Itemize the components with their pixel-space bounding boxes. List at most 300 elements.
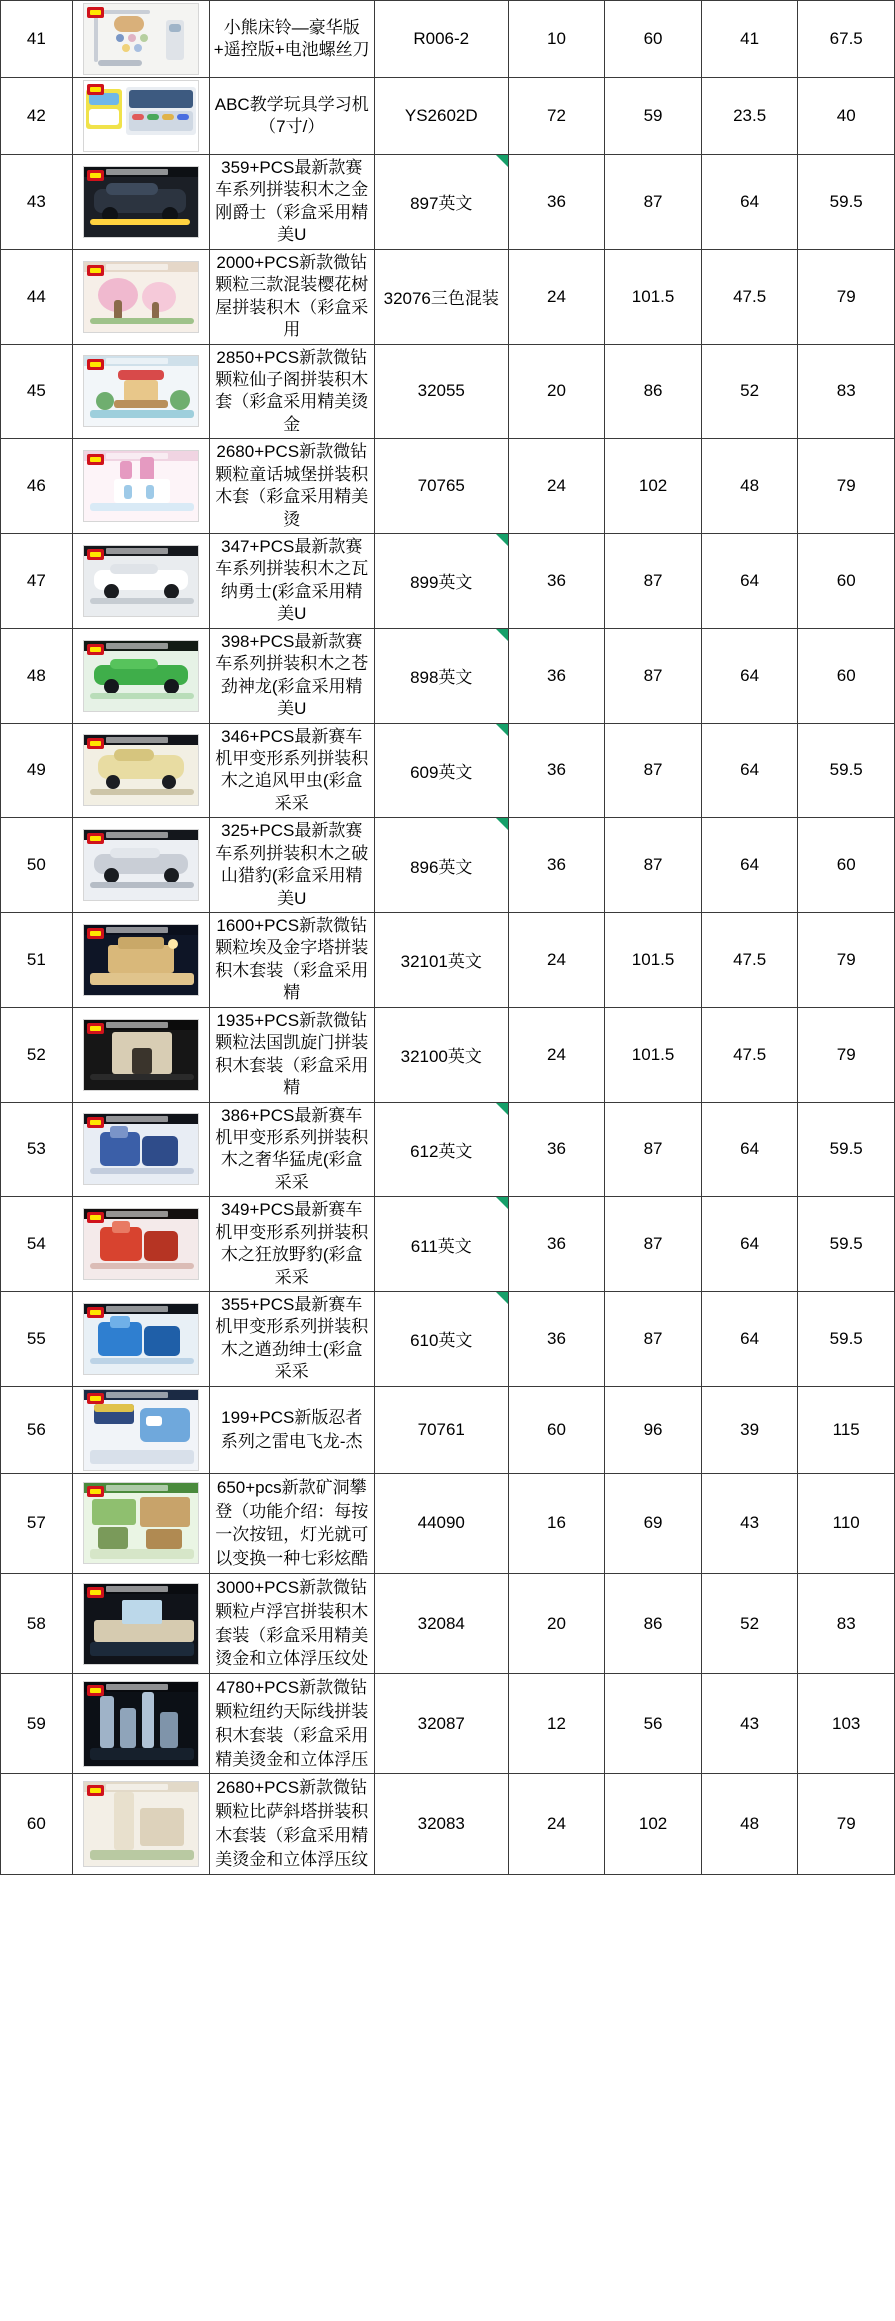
fairy-pavilion-blocks-box-photo — [83, 355, 199, 427]
comment-marker-icon — [496, 818, 508, 830]
carton-height: 40 — [798, 78, 895, 155]
row-index: 49 — [1, 723, 73, 818]
pack-quantity: 24 — [508, 439, 605, 534]
comment-marker-icon — [496, 1292, 508, 1304]
carton-width: 64 — [701, 155, 798, 250]
thumb-shape — [144, 1231, 178, 1261]
egypt-pyramid-blocks-box-photo — [83, 924, 199, 996]
pack-quantity: 24 — [508, 1774, 605, 1874]
thumb-shape — [140, 34, 148, 42]
thumb-shape — [116, 34, 124, 42]
product-name: 386+PCS最新赛车机甲变形系列拼装积木之奢华猛虎(彩盒采采 — [209, 1102, 374, 1197]
product-name: 1600+PCS新款微钻颗粒埃及金字塔拼装积木套装（彩盒采用精 — [209, 913, 374, 1008]
pack-quantity: 24 — [508, 1007, 605, 1102]
product-code: 899英文 — [374, 534, 508, 629]
thumb-shape — [89, 109, 119, 125]
carton-width: 43 — [701, 1674, 798, 1774]
product-name: 2000+PCS新款微钻颗粒三款混装樱花树屋拼装积木（彩盒采用 — [209, 249, 374, 344]
product-name: 3000+PCS新款微钻颗粒卢浮宫拼装积木套装（彩盒采用精美烫金和立体浮压纹处 — [209, 1573, 374, 1673]
thumb-shape — [100, 1696, 114, 1748]
product-image-cell — [72, 1674, 209, 1774]
carton-width: 64 — [701, 723, 798, 818]
comment-marker-icon — [496, 1197, 508, 1209]
thumb-shape — [142, 1136, 178, 1166]
thumb-shape — [122, 44, 130, 52]
thumb-shape — [114, 400, 168, 408]
carton-height: 60 — [798, 534, 895, 629]
product-image-cell — [72, 1386, 209, 1473]
row-index: 56 — [1, 1386, 73, 1473]
carton-height: 103 — [798, 1674, 895, 1774]
thumb-shape — [160, 1712, 178, 1748]
thumb-shape — [140, 1808, 184, 1846]
table-row — [1, 818, 895, 913]
thumb-shape — [146, 485, 154, 499]
brand-logo-icon — [87, 1307, 104, 1318]
product-name: 2680+PCS新款微钻颗粒比萨斜塔拼装积木套装（彩盒采用精美烫金和立体浮压纹 — [209, 1774, 374, 1874]
thumb-shape — [90, 1074, 194, 1080]
table-row — [1, 1, 895, 78]
carton-height: 79 — [798, 1774, 895, 1874]
thumb-shape — [90, 1850, 194, 1860]
brand-logo-icon — [87, 1587, 104, 1598]
product-image-cell — [72, 439, 209, 534]
row-index: 42 — [1, 78, 73, 155]
thumb-shape — [110, 564, 158, 574]
carton-length: 86 — [605, 1573, 702, 1673]
carton-width: 47.5 — [701, 1007, 798, 1102]
baby-crib-mobile-photo — [83, 3, 199, 75]
row-index: 53 — [1, 1102, 73, 1197]
product-image-cell — [72, 155, 209, 250]
mine-climb-blocks-box-photo — [83, 1482, 199, 1564]
table-body — [1, 1, 895, 1875]
cherry-blossom-tree-house-box-photo — [83, 261, 199, 333]
comment-marker-icon — [496, 534, 508, 546]
row-index: 51 — [1, 913, 73, 1008]
thumb-shape — [114, 16, 144, 32]
row-index: 48 — [1, 628, 73, 723]
product-name: 347+PCS最新款赛车系列拼装积木之瓦纳勇士(彩盒采用精美U — [209, 534, 374, 629]
thumb-shape — [164, 584, 179, 599]
product-image-cell — [72, 1197, 209, 1292]
thumb-shape — [146, 1416, 162, 1426]
mecha-tiger-blocks-box-photo — [83, 1113, 199, 1185]
product-name: 346+PCS最新赛车机甲变形系列拼装积木之追风甲虫(彩盒采采 — [209, 723, 374, 818]
pack-quantity: 36 — [508, 628, 605, 723]
pack-quantity: 36 — [508, 818, 605, 913]
table-row — [1, 155, 895, 250]
product-name: 325+PCS最新款赛车系列拼装积木之破山猎豹(彩盒采用精美U — [209, 818, 374, 913]
thumb-shape — [90, 503, 194, 511]
product-code: YS2602D — [374, 78, 508, 155]
thumb-shape — [124, 485, 132, 499]
carton-height: 59.5 — [798, 1102, 895, 1197]
row-index: 59 — [1, 1674, 73, 1774]
brand-logo-icon — [87, 7, 104, 18]
thumb-shape — [120, 1708, 136, 1748]
thumb-shape — [90, 219, 190, 225]
thumb-shape — [108, 945, 174, 973]
table-row — [1, 1007, 895, 1102]
carton-width: 43 — [701, 1473, 798, 1573]
thumb-shape — [140, 457, 154, 481]
table-row — [1, 1674, 895, 1774]
thumb-shape — [90, 1642, 194, 1656]
pack-quantity: 12 — [508, 1674, 605, 1774]
carton-height: 59.5 — [798, 1292, 895, 1387]
thumb-shape — [90, 1168, 194, 1174]
thumb-shape — [114, 300, 122, 320]
product-code: 32084 — [374, 1573, 508, 1673]
table-row — [1, 78, 895, 155]
carton-height: 83 — [798, 344, 895, 439]
thumb-shape — [96, 392, 114, 410]
pack-quantity: 60 — [508, 1386, 605, 1473]
thumb-shape — [94, 1404, 134, 1412]
thumb-shape — [112, 1221, 130, 1233]
thumb-shape — [110, 848, 160, 858]
pack-quantity: 16 — [508, 1473, 605, 1573]
carton-height: 79 — [798, 249, 895, 344]
carton-height: 59.5 — [798, 723, 895, 818]
row-index: 47 — [1, 534, 73, 629]
product-image-cell — [72, 1774, 209, 1874]
thumb-shape — [114, 749, 154, 761]
product-image-cell — [72, 1292, 209, 1387]
carton-length: 87 — [605, 534, 702, 629]
thumb-shape — [106, 183, 158, 195]
product-code: 70765 — [374, 439, 508, 534]
table-row — [1, 1102, 895, 1197]
brand-logo-icon — [87, 84, 104, 95]
mecha-leopard-blocks-box-photo — [83, 1208, 199, 1280]
table-row — [1, 439, 895, 534]
thumb-shape — [104, 868, 119, 883]
carton-length: 69 — [605, 1473, 702, 1573]
carton-length: 101.5 — [605, 249, 702, 344]
thumb-shape — [164, 679, 179, 694]
thumb-shape — [142, 282, 176, 312]
table-row — [1, 534, 895, 629]
thumb-shape — [170, 390, 190, 410]
brand-logo-icon — [87, 1117, 104, 1128]
thumb-shape — [90, 973, 194, 985]
product-code: 898英文 — [374, 628, 508, 723]
thumb-shape — [104, 584, 119, 599]
carton-width: 64 — [701, 818, 798, 913]
thumb-shape — [90, 882, 194, 888]
product-name: 359+PCS最新款赛车系列拼装积木之金刚爵士（彩盒采用精美U — [209, 155, 374, 250]
pack-quantity: 72 — [508, 78, 605, 155]
table-row — [1, 344, 895, 439]
carton-width: 41 — [701, 1, 798, 78]
carton-width: 52 — [701, 1573, 798, 1673]
product-name: 1935+PCS新款微钻颗粒法国凯旋门拼装积木套装（彩盒采用精 — [209, 1007, 374, 1102]
table-row — [1, 723, 895, 818]
row-index: 58 — [1, 1573, 73, 1673]
row-index: 44 — [1, 249, 73, 344]
pack-quantity: 36 — [508, 1102, 605, 1197]
thumb-shape — [114, 479, 170, 503]
thumb-shape — [106, 775, 120, 789]
brand-logo-icon — [87, 928, 104, 939]
product-name: 355+PCS最新赛车机甲变形系列拼装积木之遒劲绅士(彩盒采采 — [209, 1292, 374, 1387]
product-name: 199+PCS新版忍者系列之雷电飞龙-杰 — [209, 1386, 374, 1473]
thumb-shape — [114, 1792, 134, 1850]
pisa-tower-blocks-box-photo — [83, 1781, 199, 1867]
carton-length: 86 — [605, 344, 702, 439]
product-image-cell — [72, 249, 209, 344]
thumb-shape — [124, 380, 158, 402]
thumb-shape — [90, 1549, 194, 1559]
carton-width: 23.5 — [701, 78, 798, 155]
product-image-cell — [72, 818, 209, 913]
row-index: 52 — [1, 1007, 73, 1102]
product-name: 650+pcs新款矿洞攀登（功能介绍：每按一次按钮，灯光就可以变换一种七彩炫酷 — [209, 1473, 374, 1573]
product-code: 609英文 — [374, 723, 508, 818]
mecha-gentleman-blocks-box-photo — [83, 1303, 199, 1375]
carton-height: 59.5 — [798, 1197, 895, 1292]
brand-logo-icon — [87, 454, 104, 465]
table-row — [1, 1573, 895, 1673]
brand-logo-icon — [87, 1212, 104, 1223]
brand-logo-icon — [87, 1023, 104, 1034]
carton-length: 87 — [605, 723, 702, 818]
pack-quantity: 10 — [508, 1, 605, 78]
row-index: 55 — [1, 1292, 73, 1387]
brand-logo-icon — [87, 1393, 104, 1404]
product-image-cell — [72, 913, 209, 1008]
comment-marker-icon — [496, 155, 508, 167]
product-code: 32087 — [374, 1674, 508, 1774]
thumb-shape — [132, 114, 144, 120]
thumb-shape — [104, 679, 119, 694]
thumb-shape — [164, 868, 179, 883]
carton-width: 64 — [701, 1197, 798, 1292]
fairytale-castle-blocks-box-photo — [83, 450, 199, 522]
pack-quantity: 24 — [508, 249, 605, 344]
carton-width: 64 — [701, 628, 798, 723]
thumb-shape — [169, 24, 181, 32]
pack-quantity: 24 — [508, 913, 605, 1008]
carton-height: 60 — [798, 628, 895, 723]
table-row — [1, 628, 895, 723]
product-image-cell — [72, 534, 209, 629]
product-code: 611英文 — [374, 1197, 508, 1292]
thumb-shape — [90, 789, 194, 795]
product-code: 897英文 — [374, 155, 508, 250]
row-index: 60 — [1, 1774, 73, 1874]
brand-logo-icon — [87, 1685, 104, 1696]
comment-marker-icon — [496, 724, 508, 736]
row-index: 54 — [1, 1197, 73, 1292]
carton-length: 102 — [605, 439, 702, 534]
carton-height: 79 — [798, 913, 895, 1008]
product-image-cell — [72, 1573, 209, 1673]
thumb-shape — [92, 1499, 136, 1525]
thumb-shape — [147, 114, 159, 120]
product-name: 398+PCS最新款赛车系列拼装积木之苍劲神龙(彩盒采用精美U — [209, 628, 374, 723]
thumb-shape — [122, 1600, 162, 1624]
product-name: 小熊床铃—豪华版+遥控版+电池螺丝刀 — [209, 1, 374, 78]
product-image-cell — [72, 344, 209, 439]
carton-length: 60 — [605, 1, 702, 78]
pack-quantity: 36 — [508, 1197, 605, 1292]
product-code: 896英文 — [374, 818, 508, 913]
carton-height: 60 — [798, 818, 895, 913]
product-image-cell — [72, 628, 209, 723]
pack-quantity: 20 — [508, 1573, 605, 1673]
table-row — [1, 913, 895, 1008]
pack-quantity: 36 — [508, 1292, 605, 1387]
product-code: 610英文 — [374, 1292, 508, 1387]
table-row — [1, 1774, 895, 1874]
thumb-shape — [162, 114, 174, 120]
product-image-cell — [72, 1473, 209, 1573]
thumb-shape — [90, 1450, 194, 1464]
brand-logo-icon — [87, 1785, 104, 1796]
comment-marker-icon — [496, 629, 508, 641]
thumb-shape — [132, 1048, 152, 1074]
brand-logo-icon — [87, 738, 104, 749]
product-name: 349+PCS最新赛车机甲变形系列拼装积木之狂放野豹(彩盒采采 — [209, 1197, 374, 1292]
carton-height: 79 — [798, 1007, 895, 1102]
carton-length: 87 — [605, 155, 702, 250]
product-name: 2680+PCS新款微钻颗粒童话城堡拼装积木套（彩盒采用精美烫 — [209, 439, 374, 534]
thumb-shape — [90, 1358, 194, 1364]
carton-length: 87 — [605, 628, 702, 723]
product-image-cell — [72, 78, 209, 155]
brand-logo-icon — [87, 644, 104, 655]
table-row — [1, 249, 895, 344]
thumb-shape — [128, 34, 136, 42]
carton-length: 87 — [605, 1292, 702, 1387]
product-code: 70761 — [374, 1386, 508, 1473]
carton-length: 87 — [605, 1102, 702, 1197]
thumb-shape — [90, 598, 194, 604]
carton-length: 101.5 — [605, 913, 702, 1008]
row-index: 50 — [1, 818, 73, 913]
product-image-cell — [72, 1007, 209, 1102]
arc-de-triomphe-blocks-box-photo — [83, 1019, 199, 1091]
comment-marker-icon — [496, 1103, 508, 1115]
carton-length: 87 — [605, 1197, 702, 1292]
carton-width: 39 — [701, 1386, 798, 1473]
product-code: 32083 — [374, 1774, 508, 1874]
thumb-shape — [120, 461, 132, 479]
carton-height: 67.5 — [798, 1, 895, 78]
thumb-shape — [152, 302, 159, 320]
carton-length: 59 — [605, 78, 702, 155]
product-code: R006-2 — [374, 1, 508, 78]
pack-quantity: 36 — [508, 155, 605, 250]
racing-car-black-blocks-box-photo — [83, 166, 199, 238]
table-row — [1, 1197, 895, 1292]
thumb-shape — [118, 937, 164, 949]
thumb-shape — [90, 693, 194, 699]
product-code: 612英文 — [374, 1102, 508, 1197]
carton-length: 56 — [605, 1674, 702, 1774]
carton-length: 87 — [605, 818, 702, 913]
brand-logo-icon — [87, 549, 104, 560]
table-row — [1, 1292, 895, 1387]
thumb-shape — [90, 410, 194, 418]
product-image-cell — [72, 1, 209, 78]
pack-quantity: 36 — [508, 723, 605, 818]
carton-width: 64 — [701, 534, 798, 629]
carton-length: 102 — [605, 1774, 702, 1874]
thumb-shape — [140, 1497, 190, 1527]
carton-length: 101.5 — [605, 1007, 702, 1102]
thumb-shape — [98, 60, 142, 66]
carton-height: 83 — [798, 1573, 895, 1673]
product-code: 44090 — [374, 1473, 508, 1573]
brand-logo-icon — [87, 1486, 104, 1497]
mecha-beetle-blocks-box-photo — [83, 734, 199, 806]
thumb-shape — [110, 1316, 130, 1328]
table-row — [1, 1386, 895, 1473]
thumb-shape — [90, 318, 194, 324]
carton-height: 79 — [798, 439, 895, 534]
carton-height: 115 — [798, 1386, 895, 1473]
racing-car-white-blocks-box-photo — [83, 545, 199, 617]
carton-width: 52 — [701, 344, 798, 439]
ninja-lightning-dragon-box-photo — [83, 1389, 199, 1471]
thumb-shape — [162, 775, 176, 789]
thumb-shape — [90, 1263, 194, 1269]
product-image-cell — [72, 723, 209, 818]
product-code: 32100英文 — [374, 1007, 508, 1102]
louvre-blocks-box-photo — [83, 1583, 199, 1665]
product-code: 32076三色混装 — [374, 249, 508, 344]
brand-logo-icon — [87, 833, 104, 844]
product-image-cell — [72, 1102, 209, 1197]
thumb-shape — [142, 1692, 154, 1748]
thumb-shape — [90, 1748, 194, 1760]
row-index: 43 — [1, 155, 73, 250]
thumb-shape — [168, 939, 178, 949]
product-code: 32101英文 — [374, 913, 508, 1008]
thumb-shape — [98, 1527, 128, 1549]
row-index: 46 — [1, 439, 73, 534]
brand-logo-icon — [87, 265, 104, 276]
new-york-skyline-blocks-box-photo — [83, 1681, 199, 1767]
carton-width: 47.5 — [701, 249, 798, 344]
product-name: 4780+PCS新款微钻颗粒纽约天际线拼装积木套装（彩盒采用精美烫金和立体浮压 — [209, 1674, 374, 1774]
row-index: 41 — [1, 1, 73, 78]
brand-logo-icon — [87, 359, 104, 370]
thumb-shape — [144, 1326, 180, 1356]
carton-length: 96 — [605, 1386, 702, 1473]
brand-logo-icon — [87, 170, 104, 181]
thumb-shape — [134, 44, 142, 52]
pack-quantity: 20 — [508, 344, 605, 439]
carton-width: 64 — [701, 1292, 798, 1387]
thumb-shape — [177, 114, 189, 120]
racing-car-green-blocks-box-photo — [83, 640, 199, 712]
abc-learning-machine-box-photo — [83, 80, 199, 152]
carton-width: 48 — [701, 439, 798, 534]
carton-height: 110 — [798, 1473, 895, 1573]
racing-car-silver-blocks-box-photo — [83, 829, 199, 901]
thumb-shape — [110, 659, 158, 669]
row-index: 45 — [1, 344, 73, 439]
carton-width: 47.5 — [701, 913, 798, 1008]
product-name: 2850+PCS新款微钻颗粒仙子阁拼装积木套（彩盒采用精美烫金 — [209, 344, 374, 439]
carton-height: 59.5 — [798, 155, 895, 250]
carton-width: 64 — [701, 1102, 798, 1197]
